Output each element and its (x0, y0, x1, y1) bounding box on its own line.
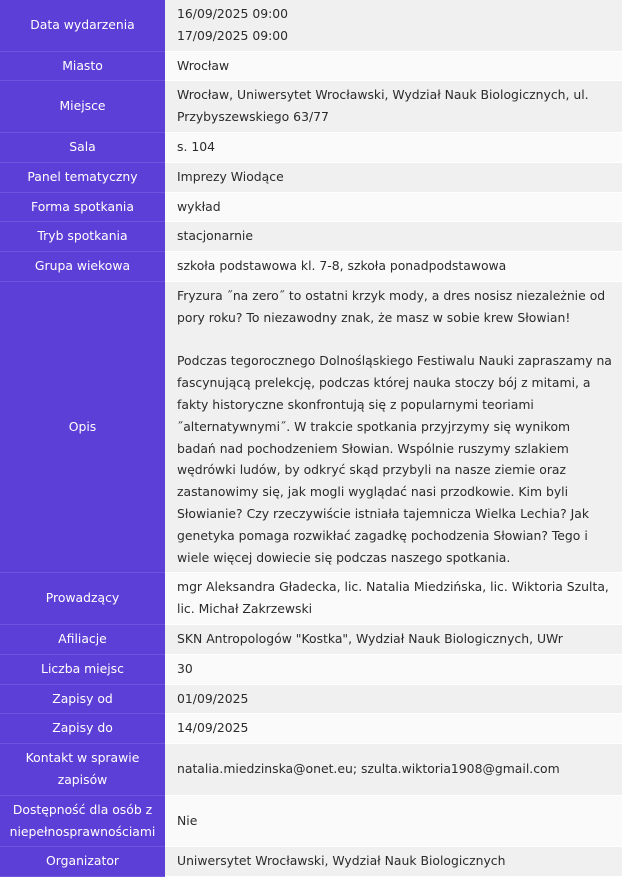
label-venue: Miejsce (0, 81, 165, 133)
row-event-date (0, 0, 622, 51)
label-description: Opis (0, 281, 165, 572)
value-organizer: Uniwersytet Wrocławski, Wydział Nauk Biologicznych (165, 847, 622, 877)
label-accessibility: Dostępność dla osób z niepełnosprawnościami (0, 795, 165, 847)
value-venue: Wrocław, Uniwersytet Wrocławski, Wydział Nauk Biologicznych, ul. Przybyszewskiego 63/77 (165, 81, 622, 133)
label-meeting-form: Forma spotkania (0, 192, 165, 222)
value-description (165, 281, 622, 572)
row-accessibility (0, 795, 622, 847)
value-affiliations: SKN Antropologów "Kostka", Wydział Nauk Biologicznych, UWr (165, 624, 622, 654)
value-registration-from: 01/09/2025 (165, 684, 622, 714)
label-seats: Liczba miejsc (0, 654, 165, 684)
label-registration-to: Zapisy do (0, 714, 165, 744)
label-meeting-mode: Tryb spotkania (0, 222, 165, 252)
description-paragraph-1: Fryzura ˝na zero˝ to ostatni krzyk mody, a dres nosisz niezależnie od pory roku? To niezawodny znak, że masz w sobie krew Słowian! (177, 287, 606, 325)
label-affiliations: Afiliacje (0, 624, 165, 654)
row-room (0, 132, 622, 162)
value-accessibility: Nie (165, 795, 622, 847)
row-meeting-mode (0, 222, 622, 252)
event-date-2: 17/09/2025 09:00 (177, 27, 289, 43)
row-venue (0, 81, 622, 133)
label-room: Sala (0, 132, 165, 162)
value-presenters: mgr Aleksandra Gładecka, lic. Natalia Miedzińska, lic. Wiktoria Szulta, lic. Michał Zakrzewski (165, 573, 622, 625)
row-presenters (0, 573, 622, 625)
label-age-group: Grupa wiekowa (0, 252, 165, 282)
row-description (0, 281, 622, 572)
row-seats (0, 654, 622, 684)
description-paragraph-2: Podczas tegorocznego Dolnośląskiego Festiwalu Nauki zapraszamy na fascynującą prelekcję, podczas której nauka stoczy bój z mitami, a fakty historyczne skonfrontują się z popularnymi teoriami ˝alternatywnymi˝. W trakcie spotkania przyjrzymy się wynikom badań nad pochodzeniem Słowian. Wspólnie ruszymy szlakiem wędrówki ludów, by odkryć skąd przybyli na nasze ziemie oraz zastanowimy się, jak mogli wyglądać nasi przodkowie. Kim byli Słowianie? Czy rzeczywiście istniała tajemnicza Wielka Lechia? Jak genetyka pomaga rozwikłać zagadkę pochodzenia Słowian? Tego i wiele więcej dowiecie się podczas naszego spotkania. (177, 353, 612, 565)
label-registration-contact: Kontakt w sprawie zapisów (0, 744, 165, 796)
value-event-date (165, 0, 622, 51)
label-registration-from: Zapisy od (0, 684, 165, 714)
value-room: s. 104 (165, 132, 622, 162)
row-registration-to (0, 714, 622, 744)
value-seats: 30 (165, 654, 622, 684)
value-meeting-mode: stacjonarnie (165, 222, 622, 252)
row-age-group (0, 252, 622, 282)
row-registration-contact (0, 744, 622, 796)
value-age-group: szkoła podstawowa kl. 7-8, szkoła ponadpodstawowa (165, 252, 622, 282)
row-affiliations (0, 624, 622, 654)
value-meeting-form: wykład (165, 192, 622, 222)
value-city: Wrocław (165, 51, 622, 81)
row-organizer (0, 847, 622, 877)
label-theme-panel: Panel tematyczny (0, 162, 165, 192)
row-theme-panel (0, 162, 622, 192)
row-registration-from (0, 684, 622, 714)
event-date-1: 16/09/2025 09:00 (177, 6, 289, 21)
label-organizer: Organizator (0, 847, 165, 877)
row-city (0, 51, 622, 81)
label-city: Miasto (0, 51, 165, 81)
value-registration-contact: natalia.miedzinska@onet.eu; szulta.wiktoria1908@gmail.com (165, 744, 622, 796)
label-presenters: Prowadzący (0, 573, 165, 625)
row-meeting-form (0, 192, 622, 222)
value-registration-to: 14/09/2025 (165, 714, 622, 744)
label-event-date: Data wydarzenia (0, 0, 165, 51)
value-theme-panel: Imprezy Wiodące (165, 162, 622, 192)
